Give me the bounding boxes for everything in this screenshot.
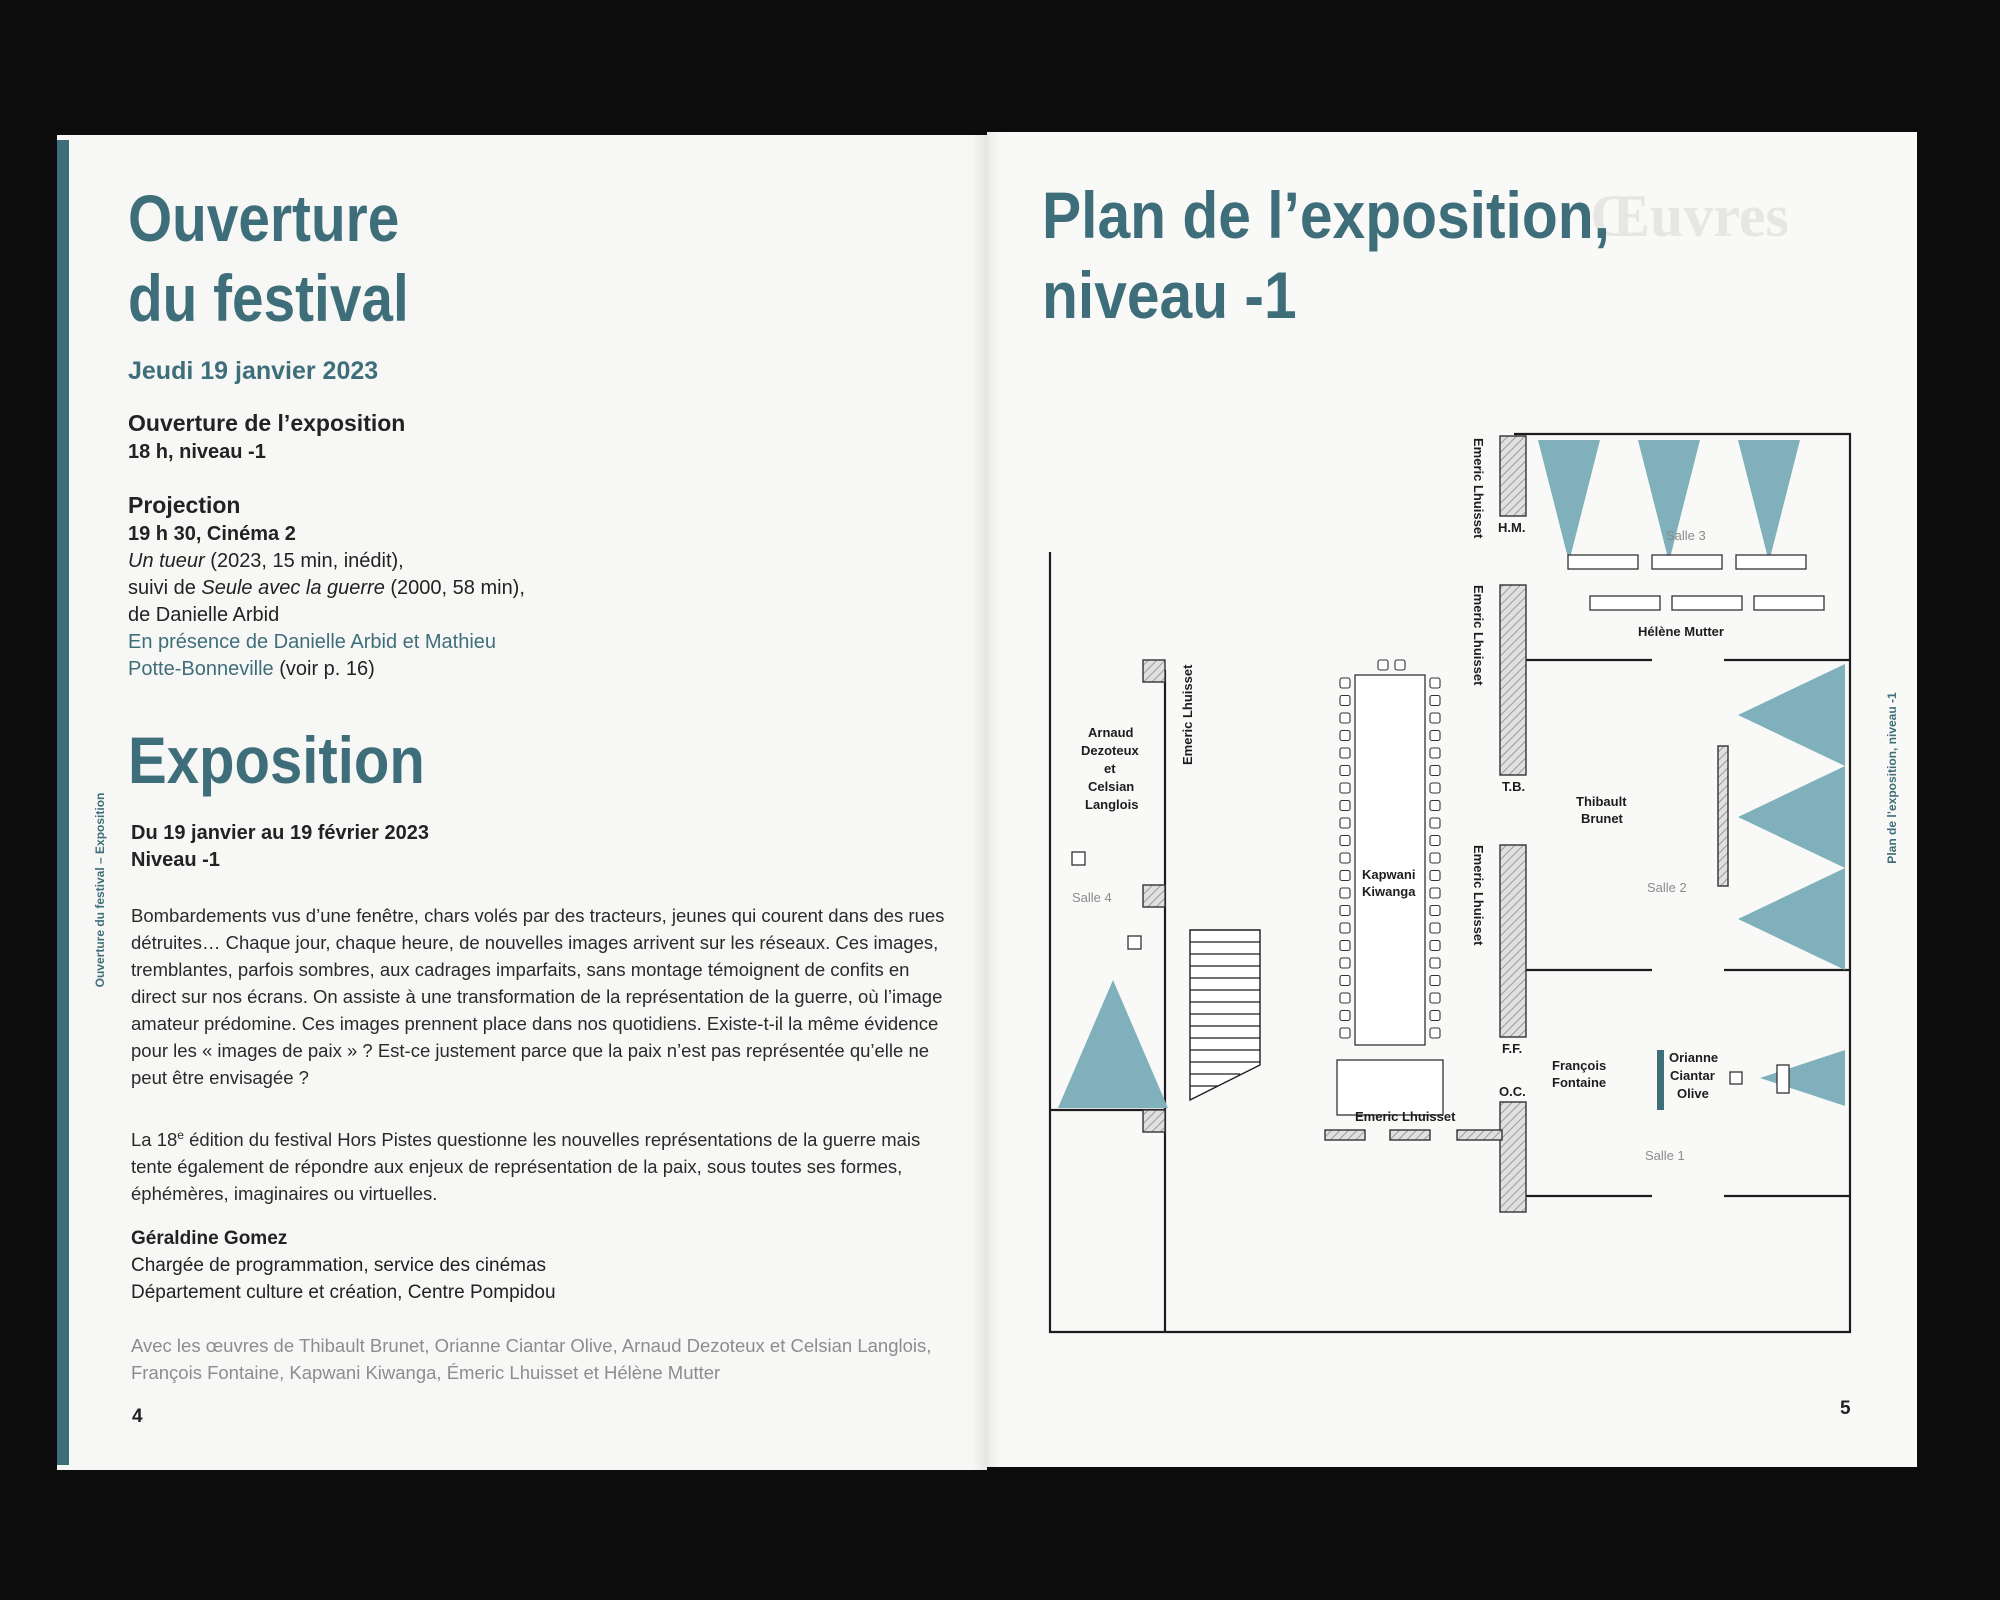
label-arnaud4: Celsian (1088, 779, 1135, 794)
label-kapwani2: Kiwanga (1362, 884, 1416, 899)
presence-line2 (128, 656, 525, 683)
pillar-ff (1500, 845, 1526, 1037)
page-gutter (972, 132, 1002, 1470)
label-emeric-salle4: Emeric Lhuisset (1180, 664, 1195, 765)
pillar-salle4-bot (1143, 1110, 1165, 1132)
cone-salle3-3 (1738, 440, 1800, 562)
chair-left (1340, 783, 1350, 793)
spine-strip (57, 140, 69, 1465)
plan-title-line1: Plan de l’exposition, (1042, 178, 1610, 252)
label-tb: T.B. (1502, 779, 1526, 794)
festival-title-line2: du festival (128, 261, 409, 335)
label-salle1: Salle 1 (1645, 1148, 1685, 1163)
chair-right (1430, 871, 1440, 881)
festival-title (128, 178, 409, 338)
chair-right (1430, 888, 1440, 898)
floor-plan (1040, 420, 1860, 1340)
kapwani-table (1355, 675, 1425, 1045)
chair-left (1340, 993, 1350, 1003)
label-emeric-bottom: Emeric Lhuisset (1355, 1109, 1456, 1124)
artists-line1: Avec les œuvres de Thibault Brunet, Orianne Ciantar Olive, Arnaud Dezoteux et Celsian Langlois, (131, 1335, 932, 1356)
chair-right (1430, 941, 1440, 951)
artists-line2: François Fontaine, Kapwani Kiwanga, Émeric Lhuisset et Hélène Mutter (131, 1362, 721, 1383)
signer-role1: Chargée de programmation, service des cinémas (131, 1255, 547, 1276)
kapwani-bench (1337, 1060, 1443, 1115)
projection-detail: 19 h 30, Cinéma 2 (128, 523, 296, 545)
label-thibault1: Thibault (1576, 794, 1627, 809)
chair-left (1340, 713, 1350, 723)
presence-line1: En présence de Danielle Arbid et Mathieu (128, 631, 497, 653)
chair-left (1340, 766, 1350, 776)
cone-salle3-1 (1538, 440, 1600, 562)
signature-block (131, 1225, 556, 1306)
signer-role2: Département culture et création, Centre Pompidou (131, 1282, 556, 1303)
chair-left (1340, 1028, 1350, 1038)
label-arnaud2: Dezoteux (1081, 743, 1139, 758)
chair-left (1340, 818, 1350, 828)
director-line: de Danielle Arbid (128, 604, 280, 626)
chair-right (1430, 731, 1440, 741)
label-orianne1: Orianne (1669, 1050, 1719, 1065)
bench-salle3-5 (1672, 596, 1742, 610)
orianne-screen (1657, 1050, 1664, 1110)
presence-ref: (voir p. 16) (279, 658, 375, 680)
bench-salle3-6 (1754, 596, 1824, 610)
cone-salle2-2 (1738, 766, 1845, 868)
bench-salle3-3 (1736, 555, 1806, 569)
body-paragraph-1: Bombardements vus d’une fenêtre, chars volés par des tracteurs, jeunes qui courent dans des rues détruites… Chaque jour, chaque heure, de nouvelles images arrivent sur les réseaux. Ces images, tremblantes, parfois sombres, aux cadrages imparfaits, sans montage témoignent de confits en direct sur nos écrans. On assiste à une transformation de la représentation de la guerre, où l’image amateur prédomine. Ces images prennent place dans nos quotidiens. Existe-t-il la même évidence pour les « images de paix » ? Est-ce justement parce que la paix n’est pas représentée qu’elle ne peut être envisagée ? (131, 905, 945, 1088)
body-p2-sup: e (177, 1128, 184, 1142)
chair-left (1340, 853, 1350, 863)
device-salle4-1 (1072, 852, 1085, 865)
label-hm: H.M. (1498, 520, 1526, 535)
label-ff: F.F. (1502, 1041, 1523, 1056)
cone-salle2-3 (1738, 868, 1845, 970)
label-arnaud3: et (1104, 761, 1116, 776)
pillar-tb (1500, 585, 1526, 775)
chair-right (1430, 993, 1440, 1003)
cone-salle2-1 (1738, 664, 1845, 766)
opening-detail: 18 h, niveau -1 (128, 441, 266, 463)
pillar-salle4-mid (1143, 885, 1165, 907)
panel-bottom-3 (1457, 1130, 1502, 1140)
chair-left (1340, 906, 1350, 916)
chair-left (1340, 801, 1350, 811)
thibault-screen (1718, 746, 1728, 886)
plan-title-line2: niveau -1 (1042, 258, 1297, 332)
exposition-level: Niveau -1 (131, 849, 220, 871)
bench-salle3-1 (1568, 555, 1638, 569)
cone-salle4 (1058, 980, 1168, 1108)
page-number-left: 4 (132, 1406, 143, 1427)
chair-left (1340, 871, 1350, 881)
label-emeric-mid: Emeric Lhuisset (1471, 585, 1486, 686)
chair-right (1430, 976, 1440, 986)
chair-right (1430, 853, 1440, 863)
chair-right (1430, 958, 1440, 968)
running-head-left: Ouverture du festival – Exposition (93, 792, 107, 988)
label-orianne2: Ciantar (1670, 1068, 1715, 1083)
plan-title (1042, 175, 1610, 335)
chair-top (1378, 660, 1388, 670)
chair-right (1430, 1028, 1440, 1038)
chair-left (1340, 923, 1350, 933)
label-salle3: Salle 3 (1666, 528, 1706, 543)
chair-right (1430, 748, 1440, 758)
chair-left (1340, 731, 1350, 741)
festival-title-line1: Ouverture (128, 181, 400, 255)
presence-name: Potte-Bonneville (128, 658, 274, 680)
label-salle4: Salle 4 (1072, 890, 1112, 905)
page-number-right: 5 (1840, 1398, 1851, 1419)
plan-walls (1050, 434, 1850, 1332)
film2-title: Seule avec la guerre (201, 577, 385, 599)
opening-title: Ouverture de l’exposition (128, 410, 406, 436)
film2-line (128, 575, 525, 602)
label-francois1: François (1552, 1058, 1607, 1073)
label-thibault2: Brunet (1581, 811, 1623, 826)
chair-right (1430, 818, 1440, 828)
label-orianne3: Olive (1677, 1086, 1709, 1101)
label-salle2: Salle 2 (1647, 880, 1687, 895)
exposition-date-range: Du 19 janvier au 19 février 2023 (131, 822, 429, 844)
pillar-salle4-top (1143, 660, 1165, 682)
chair-left (1340, 941, 1350, 951)
chair-left (1340, 1011, 1350, 1021)
chair-right (1430, 713, 1440, 723)
body-paragraph-2 (131, 1122, 946, 1207)
body-p2-post: édition du festival Hors Pistes questionne les nouvelles représentations de la guerre mais tente également de répondre aux enjeux de représentation de la paix, sous toutes ses formes, éphémères, imaginaires ou virtuelles. (131, 1129, 921, 1205)
label-arnaud5: Langlois (1085, 797, 1139, 812)
film1-line (128, 548, 525, 575)
panel-bottom-2 (1390, 1130, 1430, 1140)
chair-right (1430, 801, 1440, 811)
chair-left (1340, 976, 1350, 986)
chair-right (1430, 696, 1440, 706)
label-emeric-top: Emeric Lhuisset (1471, 438, 1486, 539)
chair-right (1430, 783, 1440, 793)
panel-bottom-1 (1325, 1130, 1365, 1140)
pillar-oc (1500, 1102, 1526, 1212)
chair-right (1430, 836, 1440, 846)
festival-date: Jeudi 19 janvier 2023 (128, 357, 379, 385)
exposition-dates (131, 820, 429, 874)
body-p2-pre: La 18 (131, 1129, 178, 1151)
chair-left (1340, 678, 1350, 688)
label-francois2: Fontaine (1552, 1075, 1607, 1090)
outer-wall (1050, 434, 1850, 1332)
label-helene: Hélène Mutter (1638, 624, 1724, 639)
projection-title: Projection (128, 492, 241, 518)
chair-top (1395, 660, 1405, 670)
chair-left (1340, 888, 1350, 898)
film2-prefix: suivi de (128, 577, 196, 599)
label-emeric-low: Emeric Lhuisset (1471, 845, 1486, 946)
label-oc: O.C. (1499, 1084, 1526, 1099)
exposition-title: Exposition (128, 723, 425, 797)
pillar-hm (1500, 436, 1526, 516)
device-salle4-2 (1128, 936, 1141, 949)
projection-section (128, 492, 525, 683)
chair-left (1340, 748, 1350, 758)
opening-section (128, 410, 405, 466)
signer-name: Géraldine Gomez (131, 1228, 288, 1249)
device-salle1 (1730, 1072, 1742, 1084)
label-kapwani1: Kapwani (1362, 867, 1416, 882)
film2-info: (2000, 58 min), (390, 577, 525, 599)
chair-left (1340, 836, 1350, 846)
chair-right (1430, 1011, 1440, 1021)
device-salle1b (1777, 1065, 1789, 1093)
artists-credit (131, 1332, 961, 1386)
chair-left (1340, 958, 1350, 968)
bench-salle3-4 (1590, 596, 1660, 610)
cone-salle1 (1760, 1050, 1845, 1106)
show-through-ghost: Œuvres (1590, 183, 1789, 249)
chair-right (1430, 766, 1440, 776)
running-head-right: Plan de l’exposition, niveau -1 (1885, 692, 1899, 864)
film1-info: (2023, 15 min, inédit), (210, 550, 404, 572)
chair-right (1430, 923, 1440, 933)
cone-salle3-2 (1638, 440, 1700, 562)
chair-right (1430, 678, 1440, 688)
chair-right (1430, 906, 1440, 916)
film1-title: Un tueur (128, 550, 205, 572)
chair-left (1340, 696, 1350, 706)
bench-salle3-2 (1652, 555, 1722, 569)
label-arnaud1: Arnaud (1088, 725, 1134, 740)
